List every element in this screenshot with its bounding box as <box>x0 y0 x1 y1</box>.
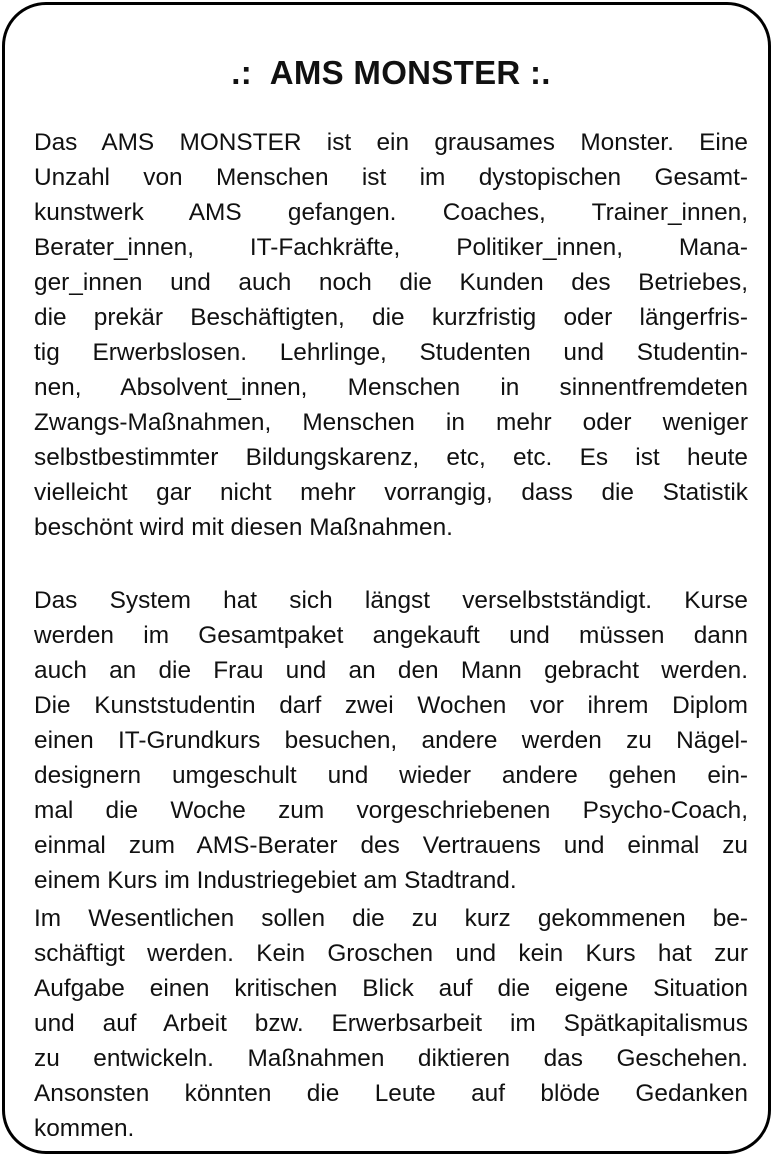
text-line: selbstbestimmter Bildungskarenz, etc, etc. Es ist heute <box>34 444 748 471</box>
text-line: nen, Absolvent_innen, Menschen in sinnentfremdeten <box>34 374 748 401</box>
text-line: auch an die Frau und an den Mann gebracht werden. <box>34 657 748 684</box>
text-line: einmal zum AMS-Berater des Vertrauens und einmal zu <box>34 832 748 859</box>
text-line: tig Erwerbslosen. Lehrlinge, Studenten und Studentin- <box>34 339 748 366</box>
text-line: Das System hat sich längst verselbstständigt. Kurse <box>34 587 748 614</box>
text-line: Zwangs-Maßnahmen, Menschen in mehr oder weniger <box>34 409 748 436</box>
paragraph-3 <box>34 901 748 1146</box>
text-line: Aufgabe einen kritischen Blick auf die eigene Situation <box>34 975 748 1002</box>
text-line: einem Kurs im Industriegebiet am Stadtrand. <box>34 867 517 894</box>
text-line: vielleicht gar nicht mehr vorrangig, dass die Statistik <box>34 479 748 506</box>
text-line: Das AMS MONSTER ist ein grausames Monster. Eine <box>34 129 748 156</box>
text-line: ger_innen und auch noch die Kunden des Betriebes, <box>34 269 748 296</box>
document-title: .: AMS MONSTER :. <box>231 54 551 91</box>
text-line: die prekär Beschäftigten, die kurzfristig oder längerfris- <box>34 304 748 331</box>
text-line: zu entwickeln. Maßnahmen diktieren das Geschehen. <box>34 1045 748 1072</box>
text-line: schäftigt werden. Kein Groschen und kein Kurs hat zur <box>34 940 748 967</box>
text-line: designern umgeschult und wieder andere gehen ein- <box>34 762 748 789</box>
text-line: werden im Gesamtpaket angekauft und müssen dann <box>34 622 748 649</box>
paragraph-2 <box>34 583 748 898</box>
text-line: Unzahl von Menschen ist im dystopischen Gesamt- <box>34 164 748 191</box>
text-line: mal die Woche zum vorgeschriebenen Psycho-Coach, <box>34 797 748 824</box>
text-line: beschönt wird mit diesen Maßnahmen. <box>34 514 453 541</box>
text-line: Berater_innen, IT-Fachkräfte, Politiker_innen, Mana- <box>34 234 748 261</box>
document-frame <box>2 2 771 1154</box>
text-line: und auf Arbeit bzw. Erwerbsarbeit im Spätkapitalismus <box>34 1010 748 1037</box>
text-line: einen IT-Grundkurs besuchen, andere werden zu Nägel- <box>34 727 748 754</box>
text-line: Ansonsten könnten die Leute auf blöde Gedanken <box>34 1080 748 1107</box>
text-line: kunstwerk AMS gefangen. Coaches, Trainer_innen, <box>34 199 748 226</box>
text-line: Im Wesentlichen sollen die zu kurz gekommenen be- <box>34 905 748 932</box>
text-line: kommen. <box>34 1115 135 1142</box>
paragraph-1 <box>34 125 748 545</box>
text-line: Die Kunststudentin darf zwei Wochen vor ihrem Diplom <box>34 692 748 719</box>
